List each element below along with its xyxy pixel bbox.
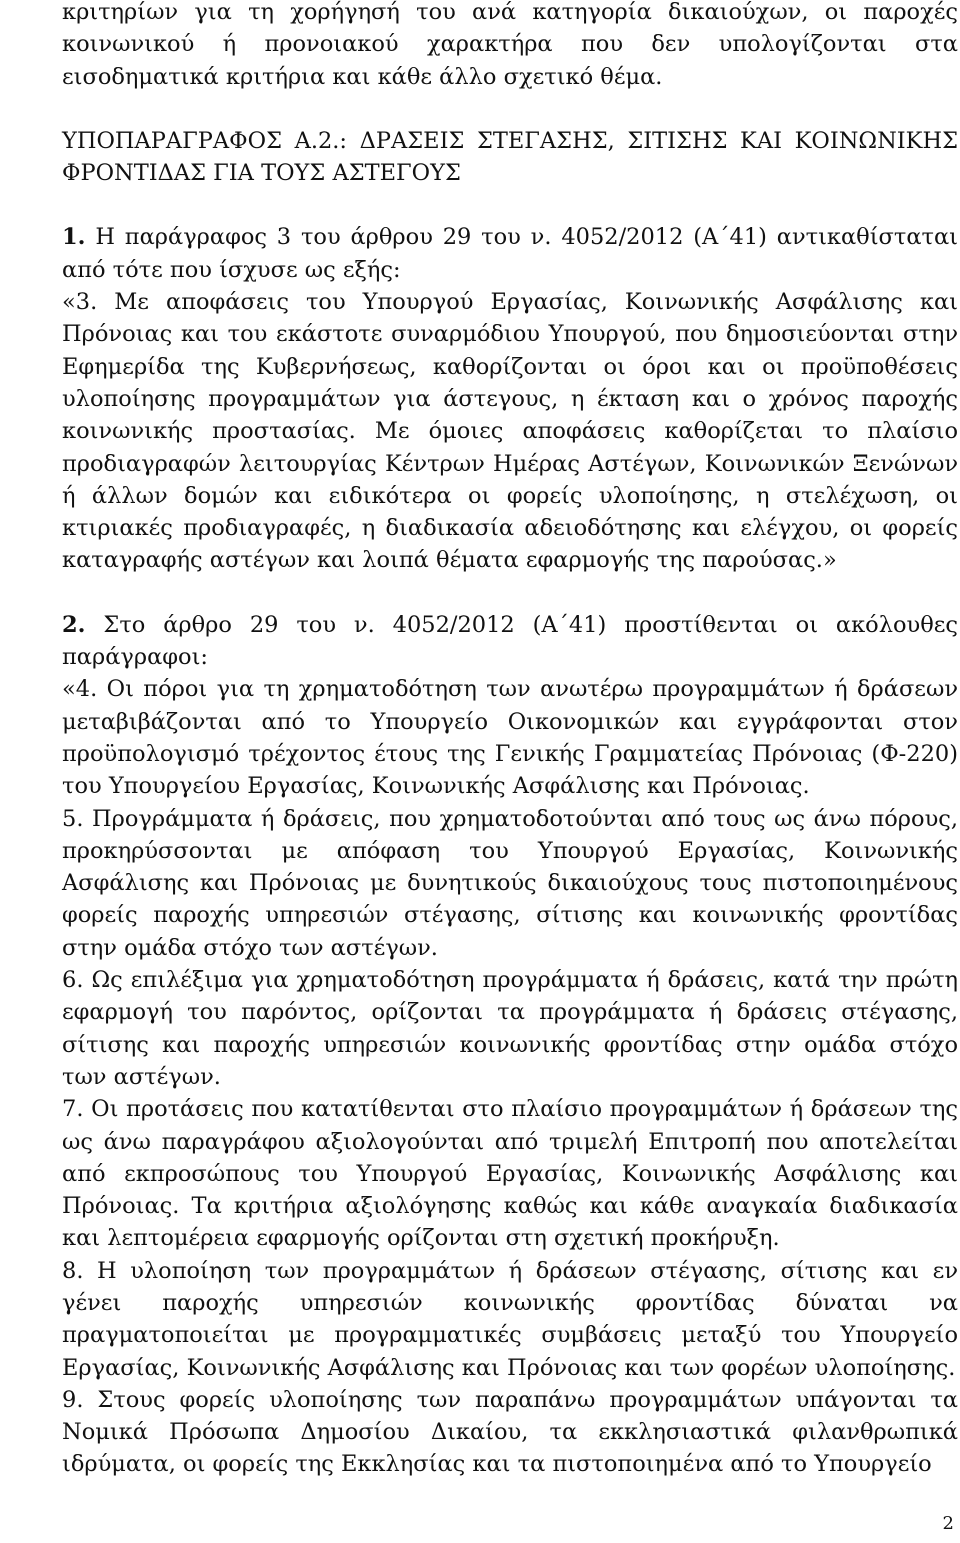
paragraph-6: 6. Ως επιλέξιμα για χρηματοδότηση προγράμματα ή δράσεις, κατά την πρώτη εφαρμογή του παρόντος, ορίζονται τα προγράμματα ή δράσεις στέγασης, σίτισης και παροχής υπηρεσιών κοινωνικής φροντίδας στην ομάδα στόχο των αστέγων. — [62, 967, 958, 1090]
paragraph-5: 5. Προγράμματα ή δράσεις, που χρηματοδοτούνται από τους ως άνω πόρους, προκηρύσσονται με απόφαση του Υπουργού Εργασίας, Κοινωνικής Ασφάλισης και Πρόνοιας με δυνητικούς δικαιούχους τους πιστοποιημένους φορείς παροχής υπηρεσιών στέγασης, σίτισης και κοινωνικής φροντίδας στην ομάδα στόχο των αστέγων. — [62, 805, 958, 961]
item-1 — [62, 221, 958, 286]
spacer — [62, 189, 958, 221]
paragraph-7: 7. Οι προτάσεις που κατατίθενται στο πλαίσιο προγραμμάτων ή δράσεων της ως άνω παραγράφου αξιολογούνται από τριμελή Επιτροπή που αποτελείται από εκπροσώπους του Υπουργού Εργασίας, Κοινωνικής Ασφάλισης και Πρόνοιας. Τα κριτήρια αξιολόγησης καθώς και κάθε αναγκαία διαδικασία και λεπτομέρεια εφαρμογής ορίζονται στη σχετική προκήρυξη. — [62, 1096, 958, 1252]
item-2-text: Στο άρθρο 29 του ν. 4052/2012 (Α΄41) προστίθενται οι ακόλουθες παράγραφοι: — [62, 611, 958, 671]
spacer — [62, 577, 958, 609]
subsection-heading: ΥΠΟΠΑΡΑΓΡΑΦΟΣ Α.2.: ΔΡΑΣΕΙΣ ΣΤΕΓΑΣΗΣ, ΣΙΤΙΣΗΣ ΚΑΙ ΚΟΙΝΩΝΙΚΗΣ ΦΡΟΝΤΙΔΑΣ ΓΙΑ ΤΟΥΣ ΑΣΤΕΓΟΥΣ — [62, 127, 958, 187]
spacer — [62, 93, 958, 125]
document-page — [62, 0, 958, 1481]
item-1-quote: «3. Με αποφάσεις του Υπουργού Εργασίας, Κοινωνικής Ασφάλισης και Πρόνοιας και του εκάστοτε συναρμόδιου Υπουργού, που δημοσιεύονται στην Εφημερίδα της Κυβερνήσεως, καθορίζονται οι όροι και οι προϋποθέσεις υλοποίησης προγραμμάτων για άστεγους, η έκταση και ο χρόνος παροχής κοινωνικής προστασίας. Με όμοιες αποφάσεις καθορίζεται το πλαίσιο προδιαγραφών λειτουργίας Κέντρων Ημέρας Αστέγων, Κοινωνικών Ξενώνων ή άλλων δομών και ειδικότερα οι φορείς υλοποίησης, η στελέχωση, οι κτιριακές προδιαγραφές, η διαδικασία αδειοδότησης και ελέγχου, οι φορείς καταγραφής αστέγων και λοιπά θέματα εφαρμογής της παρούσας.» — [62, 289, 958, 574]
item-2-number: 2. — [62, 611, 86, 638]
item-1-number: 1. — [62, 224, 86, 251]
paragraph-8: 8. Η υλοποίηση των προγραμμάτων ή δράσεων στέγασης, σίτισης και εν γένει παροχής υπηρεσιών κοινωνικής φροντίδας δύναται να πραγματοποιείται με προγραμματικές συμβάσεις μεταξύ του Υπουργείο Εργασίας, Κοινωνικής Ασφάλισης και Πρόνοιας και των φορέων υλοποίησης. — [62, 1257, 958, 1381]
page-number: 2 — [942, 1513, 954, 1534]
item-1-text: Η παράγραφος 3 του άρθρου 29 του ν. 4052/2012 (Α΄41) αντικαθίσταται από τότε που ίσχυσε ως εξής: — [62, 224, 959, 283]
intro-paragraph: κριτηρίων για τη χορήγησή του ανά κατηγορία δικαιούχων, οι παροχές κοινωνικού ή προνοιακού χαρακτήρα που δεν υπολογίζονται στα εισοδηματικά κριτήρια και κάθε άλλο σχετικό θέμα. — [62, 0, 958, 90]
item-2 — [62, 609, 958, 674]
paragraph-9: 9. Στους φορείς υλοποίησης των παραπάνω προγραμμάτων υπάγονται τα Νομικά Πρόσωπα Δημοσίου Δικαίου, τα εκκλησιαστικά φιλανθρωπικά ιδρύματα, οι φορείς της Εκκλησίας και τα πιστοποιημένα από το Υπουργείο — [62, 1386, 958, 1478]
paragraph-4: «4. Οι πόροι για τη χρηματοδότηση των ανωτέρω προγραμμάτων ή δράσεων μεταβιβάζονται από το Υπουργείο Οικονομικών και εγγράφονται στον προϋπολογισμό τρέχοντος έτους της Γενικής Γραμματείας Πρόνοιας (Φ-220) του Υπουργείου Εργασίας, Κοινωνικής Ασφάλισης και Πρόνοιας. — [62, 676, 958, 800]
